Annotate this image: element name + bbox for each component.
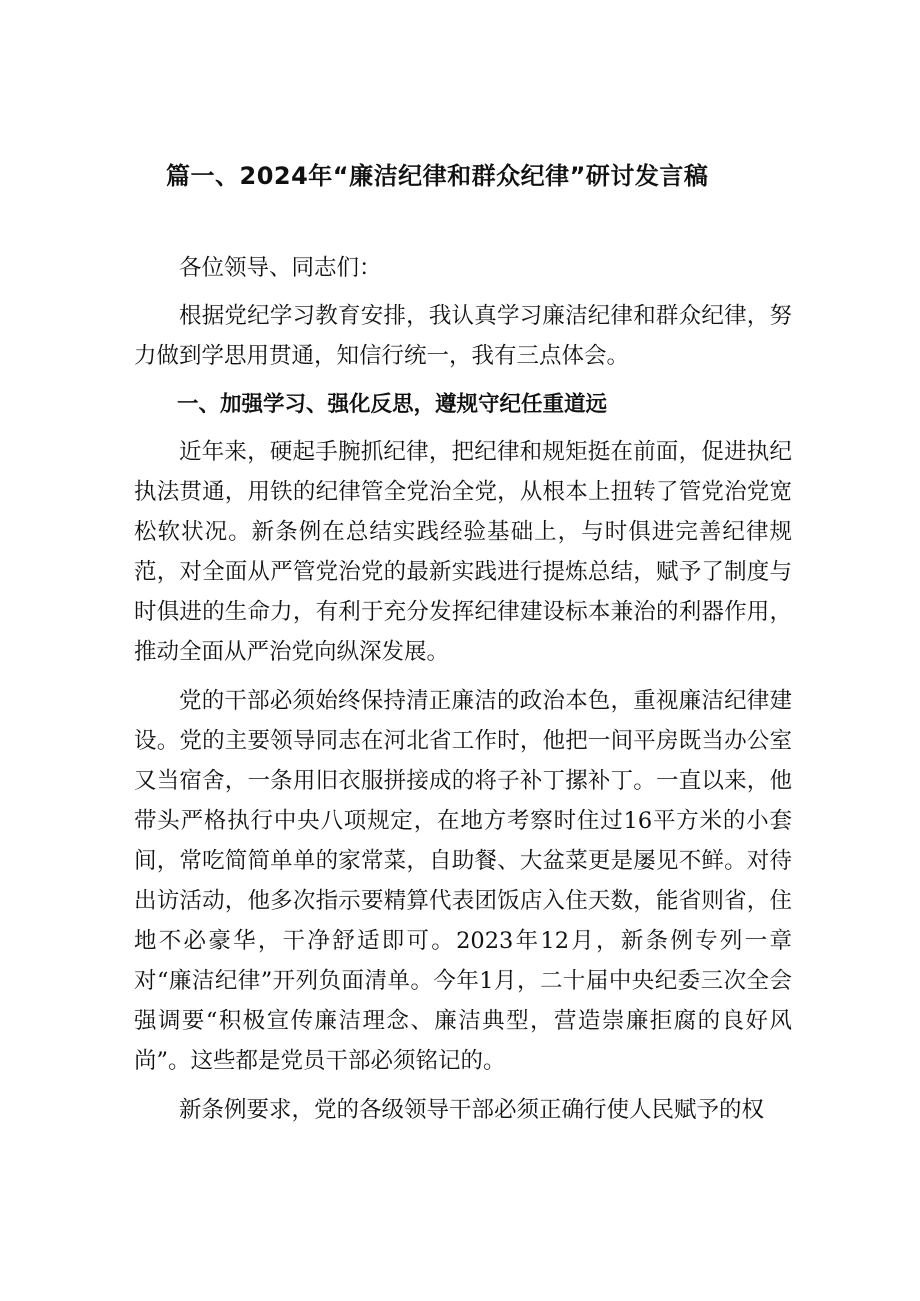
section-heading: 一、加强学习、强化反思，遵规守纪任重道远 bbox=[177, 392, 608, 417]
body-paragraph: 党的干部必须始终保持清正廉洁的政治本色，重视廉洁纪律建设。党的主要领导同志在河北省工作时，他把一间平房既当办公室又当宿舍，一条用旧衣服拼接成的将子补丁摞补丁。一直以来，他带头严格执行中央八项规定，在地方考察时住过16平方米的小套间，常吃简简单单的家常菜，自助餐、大盆菜更是屡见不鲜。对待出访活动，他多次指示要精算代表团饭店入住天数，能省则省，住地不必豪华，干净舒适即可。2023年12月，新条例专列一章对“廉洁纪律”开列负面清单。今年1月，二十届中央纪委三次全会强调要“积极宣传廉洁理念、廉洁典型，营造崇廉拒腐的良好风尚”。这些都是党员干部必须铭记的。 bbox=[134, 688, 792, 1074]
body-paragraph: 近年来，硬起手腕抓纪律，把纪律和规矩挺在前面，促进执纪执法贯通，用铁的纪律管全党治全党，从根本上扭转了管党治党宽松软状况。新条例在总结实践经验基础上，与时俱进完善纪律规范，对全面从严管党治党的最新实践进行提炼总结，赋予了制度与时俱进的生命力，有利于充分发挥纪律建设标本兼治的利器作用，推动全面从严治党向纵深发展。 bbox=[134, 439, 792, 665]
body-paragraph: 新条例要求，党的各级领导干部必须正确行使人民赋予的权 bbox=[179, 1097, 765, 1123]
intro-paragraph: 根据党纪学习教育安排，我认真学习廉洁纪律和群众纪律，努力做到学思用贯通，知信行统一，我有三点体会。 bbox=[134, 303, 792, 369]
document-body bbox=[134, 248, 792, 1139]
document-title: 篇一、2024年“廉洁纪律和群众纪律”研讨发言稿 bbox=[166, 162, 709, 190]
salutation: 各位领导、同志们： bbox=[179, 255, 382, 281]
